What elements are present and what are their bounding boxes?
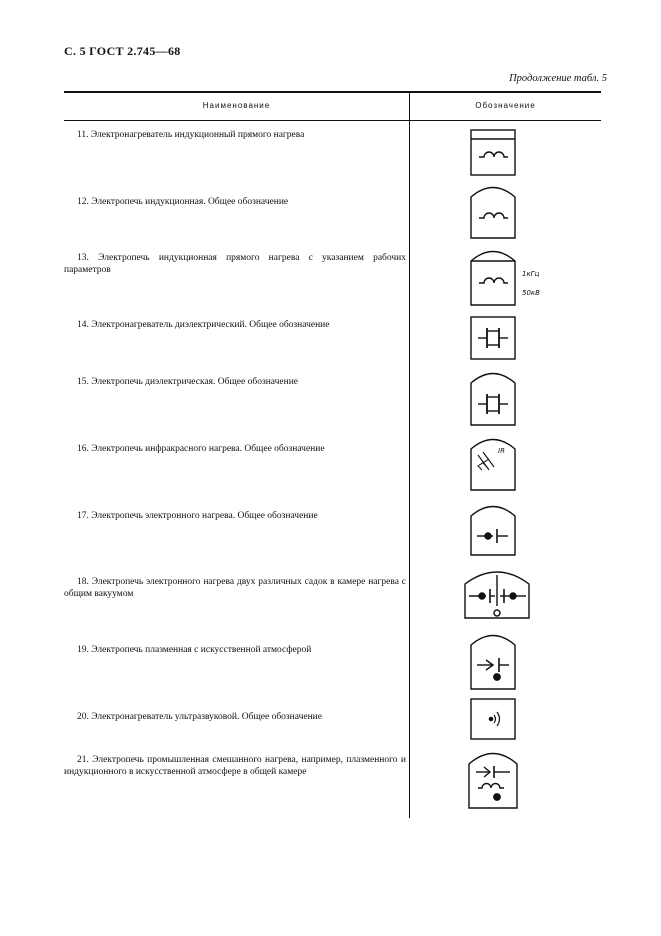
infrared-furnace-icon	[471, 440, 515, 491]
electron-furnace-two-loads-icon	[465, 572, 529, 618]
table-row-name: 16. Электропечь инфракрасного нагрева. Общее обозначение	[77, 444, 325, 454]
table-row-name: 11. Электронагреватель индукционный прямого нагрева	[77, 130, 305, 140]
frequency-label: 1кГц	[522, 270, 540, 278]
table-row-name: 20. Электронагреватель ультразвуковой. Общее обозначение	[77, 712, 322, 722]
column-header-symbol: Обозначение	[475, 101, 536, 110]
induction-heater-direct-icon	[471, 130, 515, 175]
column-header-name: Наименование	[202, 101, 271, 110]
plasma-furnace-icon	[471, 636, 515, 690]
table-continuation-note: Продолжение табл. 5	[509, 73, 607, 84]
dielectric-heater-icon	[471, 317, 515, 359]
table-row-name: 21. Электропечь промышленная смешанного нагрева, например, плазменного и индукционного в искусственной атмосфере в общей камере	[64, 755, 406, 777]
induction-furnace-icon	[471, 188, 515, 239]
table-top-rule	[64, 91, 601, 93]
infrared-label: IR	[498, 447, 505, 455]
ultrasonic-heater-icon	[471, 699, 515, 739]
table-row-name: 17. Электропечь электронного нагрева. Общее обозначение	[77, 511, 318, 521]
mixed-heating-furnace-icon	[469, 754, 517, 809]
induction-furnace-params-icon	[471, 252, 515, 306]
dielectric-furnace-icon	[471, 374, 515, 426]
table-row-name: 19. Электропечь плазменная с искусственной атмосферой	[77, 645, 312, 655]
table-row-name: 18. Электропечь электронного нагрева двух различных садок в камере нагрева с общим вакуумом	[64, 577, 406, 599]
page-title: С. 5 ГОСТ 2.745—68	[64, 44, 181, 58]
table-row-name: 13. Электропечь индукционная прямого нагрева с указанием рабочих параметров	[64, 253, 406, 275]
table-row-name: 12. Электропечь индукционная. Общее обозначение	[77, 197, 289, 207]
table-row-name: 14. Электронагреватель диэлектрический. Общее обозначение	[77, 320, 330, 330]
voltage-label: 50кВ	[522, 289, 540, 297]
electron-furnace-icon	[471, 507, 515, 556]
table-row-name: 15. Электропечь диэлектрическая. Общее обозначение	[77, 377, 298, 387]
symbols-column	[410, 121, 601, 821]
